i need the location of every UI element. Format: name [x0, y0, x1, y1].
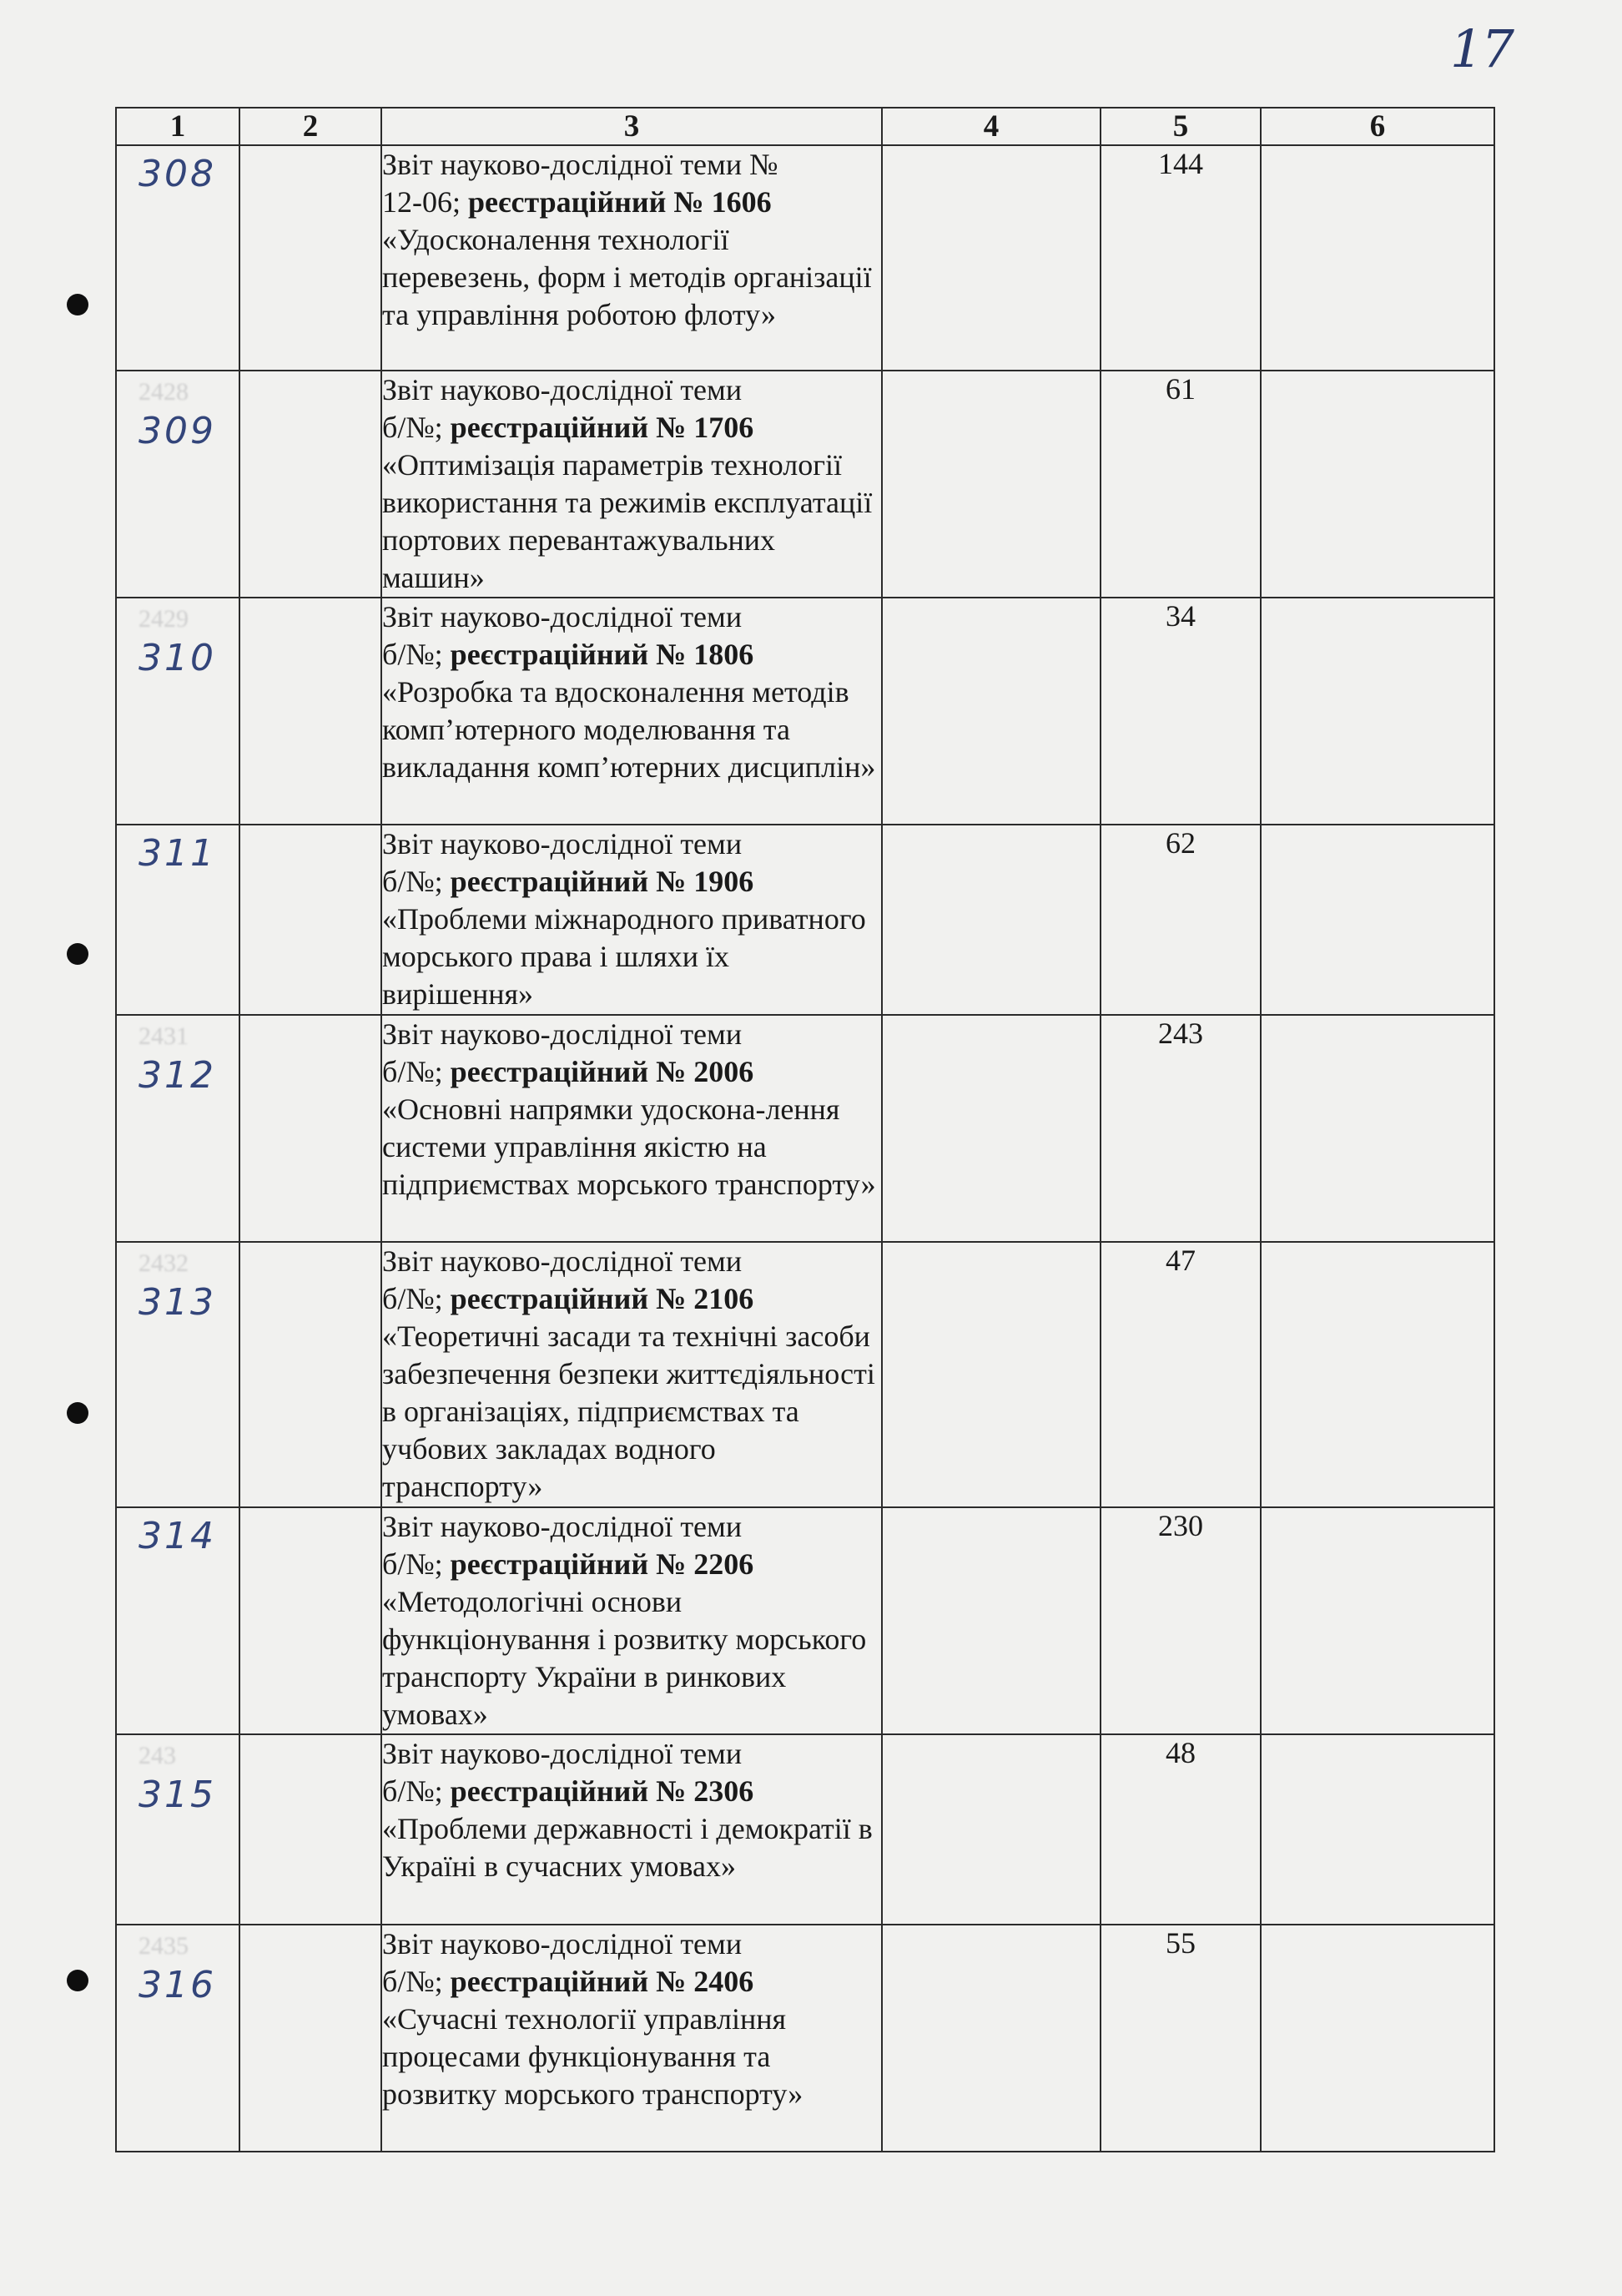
- item-number-cell: [116, 1734, 239, 1925]
- handwritten-item-number: 310: [139, 637, 216, 679]
- description-cell: Звіт науково-дослідної теми б/№; реєстраційний № 1906 «Проблеми міжнародного приватного морського права і шляхи їх вирішення»: [381, 825, 882, 1015]
- empty-cell: [882, 1015, 1101, 1242]
- page-count-cell: 34: [1101, 598, 1261, 825]
- empty-cell: [1261, 1925, 1494, 2152]
- handwritten-item-number: 308: [139, 153, 216, 195]
- registration-number: реєстраційний № 2006: [450, 1055, 754, 1088]
- table-row: [116, 1507, 1494, 1734]
- faint-old-number: 2432: [139, 1249, 189, 1277]
- table-row: [116, 145, 1494, 371]
- punch-hole: [67, 943, 88, 965]
- empty-cell: [239, 371, 381, 598]
- description-cell: Звіт науково-дослідної теми б/№; реєстраційний № 2406 «Сучасні технології управління процесами функціонування та розвитку морського транспорту»: [381, 1925, 882, 2152]
- faint-old-number: 243: [139, 1742, 176, 1769]
- report-title: «Оптимізація параметрів технології використання та режимів експлуатації портових перевантажувальних машин»: [382, 448, 873, 594]
- punch-hole: [67, 1970, 88, 1991]
- description-cell: Звіт науково-дослідної теми б/№; реєстраційний № 1806 «Розробка та вдосконалення методів комп’ютерного моделювання та викладання комп’ютерних дисциплін»: [381, 598, 882, 825]
- table-row: [116, 1925, 1494, 2152]
- table-row: [116, 1242, 1494, 1507]
- handwritten-item-number: 312: [139, 1054, 216, 1097]
- item-number-cell: [116, 371, 239, 598]
- registration-number: реєстраційний № 2306: [450, 1774, 754, 1808]
- punch-hole: [67, 294, 88, 315]
- page-count-cell: 48: [1101, 1734, 1261, 1925]
- table-row: [116, 371, 1494, 598]
- punch-hole: [67, 1402, 88, 1424]
- empty-cell: [882, 1925, 1101, 2152]
- handwritten-item-number: 313: [139, 1281, 216, 1324]
- item-number-cell: [116, 1507, 239, 1734]
- handwritten-item-number: 315: [139, 1774, 216, 1816]
- report-title: «Проблеми державності і демократії в Україні в сучасних умовах»: [382, 1812, 873, 1883]
- table-row: [116, 1015, 1494, 1242]
- page-count-cell: 47: [1101, 1242, 1261, 1507]
- faint-old-number: 2431: [139, 1022, 189, 1050]
- empty-cell: [239, 1242, 381, 1507]
- report-title: «Основні напрямки удоскона-лення системи управління якістю на підприємствах морського транспорту»: [382, 1092, 876, 1201]
- empty-cell: [239, 145, 381, 371]
- page-count-cell: 55: [1101, 1925, 1261, 2152]
- registration-number: реєстраційний № 1906: [450, 865, 754, 898]
- header-col-4: 4: [882, 108, 1101, 145]
- empty-cell: [239, 1925, 381, 2152]
- header-row: [116, 108, 1494, 145]
- registration-number: реєстраційний № 2206: [450, 1547, 754, 1581]
- header-col-1: 1: [116, 108, 239, 145]
- registration-number: реєстраційний № 1806: [450, 638, 754, 671]
- empty-cell: [1261, 1507, 1494, 1734]
- description-cell: Звіт науково-дослідної теми б/№; реєстраційний № 1706 «Оптимізація параметрів технології використання та режимів експлуатації портових перевантажувальних машин»: [381, 371, 882, 598]
- faint-old-number: 2429: [139, 605, 189, 633]
- faint-old-number: 2428: [139, 378, 189, 406]
- empty-cell: [239, 1015, 381, 1242]
- empty-cell: [1261, 145, 1494, 371]
- empty-cell: [882, 371, 1101, 598]
- empty-cell: [1261, 598, 1494, 825]
- report-title: «Проблеми міжнародного приватного морського права і шляхи їх вирішення»: [382, 902, 866, 1011]
- faint-old-number: 2435: [139, 1932, 189, 1960]
- empty-cell: [1261, 371, 1494, 598]
- registration-number: реєстраційний № 2406: [450, 1965, 754, 1998]
- report-title: «Розробка та вдосконалення методів комп’ютерного моделювання та викладання комп’ютерних дисциплін»: [382, 675, 876, 784]
- header-col-6: 6: [1261, 108, 1494, 145]
- empty-cell: [239, 825, 381, 1015]
- report-title: «Теоретичні засади та технічні засоби забезпечення безпеки життєдіяльності в організаціях, підприємствах та учбових закладах водного транспорту»: [382, 1320, 875, 1503]
- empty-cell: [882, 825, 1101, 1015]
- handwritten-page-number: 17: [1450, 18, 1513, 79]
- empty-cell: [1261, 1734, 1494, 1925]
- description-cell: Звіт науково-дослідної теми б/№; реєстраційний № 2306 «Проблеми державності і демократії в Україні в сучасних умовах»: [381, 1734, 882, 1925]
- empty-cell: [239, 1734, 381, 1925]
- page-count-cell: 230: [1101, 1507, 1261, 1734]
- header-col-2: 2: [239, 108, 381, 145]
- item-number-cell: [116, 1242, 239, 1507]
- description-cell: Звіт науково-дослідної теми б/№; реєстраційний № 2006 «Основні напрямки удоскона-лення системи управління якістю на підприємствах морського транспорту»: [381, 1015, 882, 1242]
- page-count-cell: 62: [1101, 825, 1261, 1015]
- page-count-cell: 144: [1101, 145, 1261, 371]
- registration-number: реєстраційний № 1606: [468, 185, 772, 219]
- item-number-cell: [116, 825, 239, 1015]
- empty-cell: [1261, 1242, 1494, 1507]
- table-row: [116, 825, 1494, 1015]
- report-title: «Сучасні технології управління процесами функціонування та розвитку морського транспорту»: [382, 2002, 803, 2111]
- table-row: [116, 598, 1494, 825]
- header-col-3: 3: [381, 108, 882, 145]
- empty-cell: [882, 1734, 1101, 1925]
- item-number-cell: [116, 1925, 239, 2152]
- registration-number: реєстраційний № 2106: [450, 1282, 754, 1315]
- handwritten-item-number: 309: [139, 410, 216, 452]
- handwritten-item-number: 311: [139, 832, 216, 875]
- empty-cell: [882, 598, 1101, 825]
- empty-cell: [1261, 1015, 1494, 1242]
- empty-cell: [239, 598, 381, 825]
- empty-cell: [882, 145, 1101, 371]
- header-col-5: 5: [1101, 108, 1261, 145]
- description-cell: Звіт науково-дослідної теми б/№; реєстраційний № 2206 «Методологічні основи функціонування і розвитку морського транспорту України в ринкових умовах»: [381, 1507, 882, 1734]
- empty-cell: [1261, 825, 1494, 1015]
- report-title: «Методологічні основи функціонування і розвитку морського транспорту України в ринкових умовах»: [382, 1585, 867, 1731]
- item-number-cell: [116, 598, 239, 825]
- empty-cell: [882, 1507, 1101, 1734]
- empty-cell: [882, 1242, 1101, 1507]
- table-row: [116, 1734, 1494, 1925]
- handwritten-item-number: 316: [139, 1964, 216, 2006]
- inventory-table: [115, 107, 1495, 2152]
- report-title: «Удосконалення технології перевезень, форм і методів організації та управління роботою флоту»: [382, 223, 872, 331]
- item-number-cell: [116, 1015, 239, 1242]
- page-count-cell: 61: [1101, 371, 1261, 598]
- description-cell: Звіт науково-дослідної теми № 12-06; реєстраційний № 1606 «Удосконалення технології перевезень, форм і методів організації та управління роботою флоту»: [381, 145, 882, 371]
- registration-number: реєстраційний № 1706: [450, 411, 754, 444]
- item-number-cell: [116, 145, 239, 371]
- description-cell: Звіт науково-дослідної теми б/№; реєстраційний № 2106 «Теоретичні засади та технічні засоби забезпечення безпеки життєдіяльності в організаціях, підприємствах та учбових закладах водного транспорту»: [381, 1242, 882, 1507]
- page-count-cell: 243: [1101, 1015, 1261, 1242]
- empty-cell: [239, 1507, 381, 1734]
- handwritten-item-number: 314: [139, 1515, 216, 1557]
